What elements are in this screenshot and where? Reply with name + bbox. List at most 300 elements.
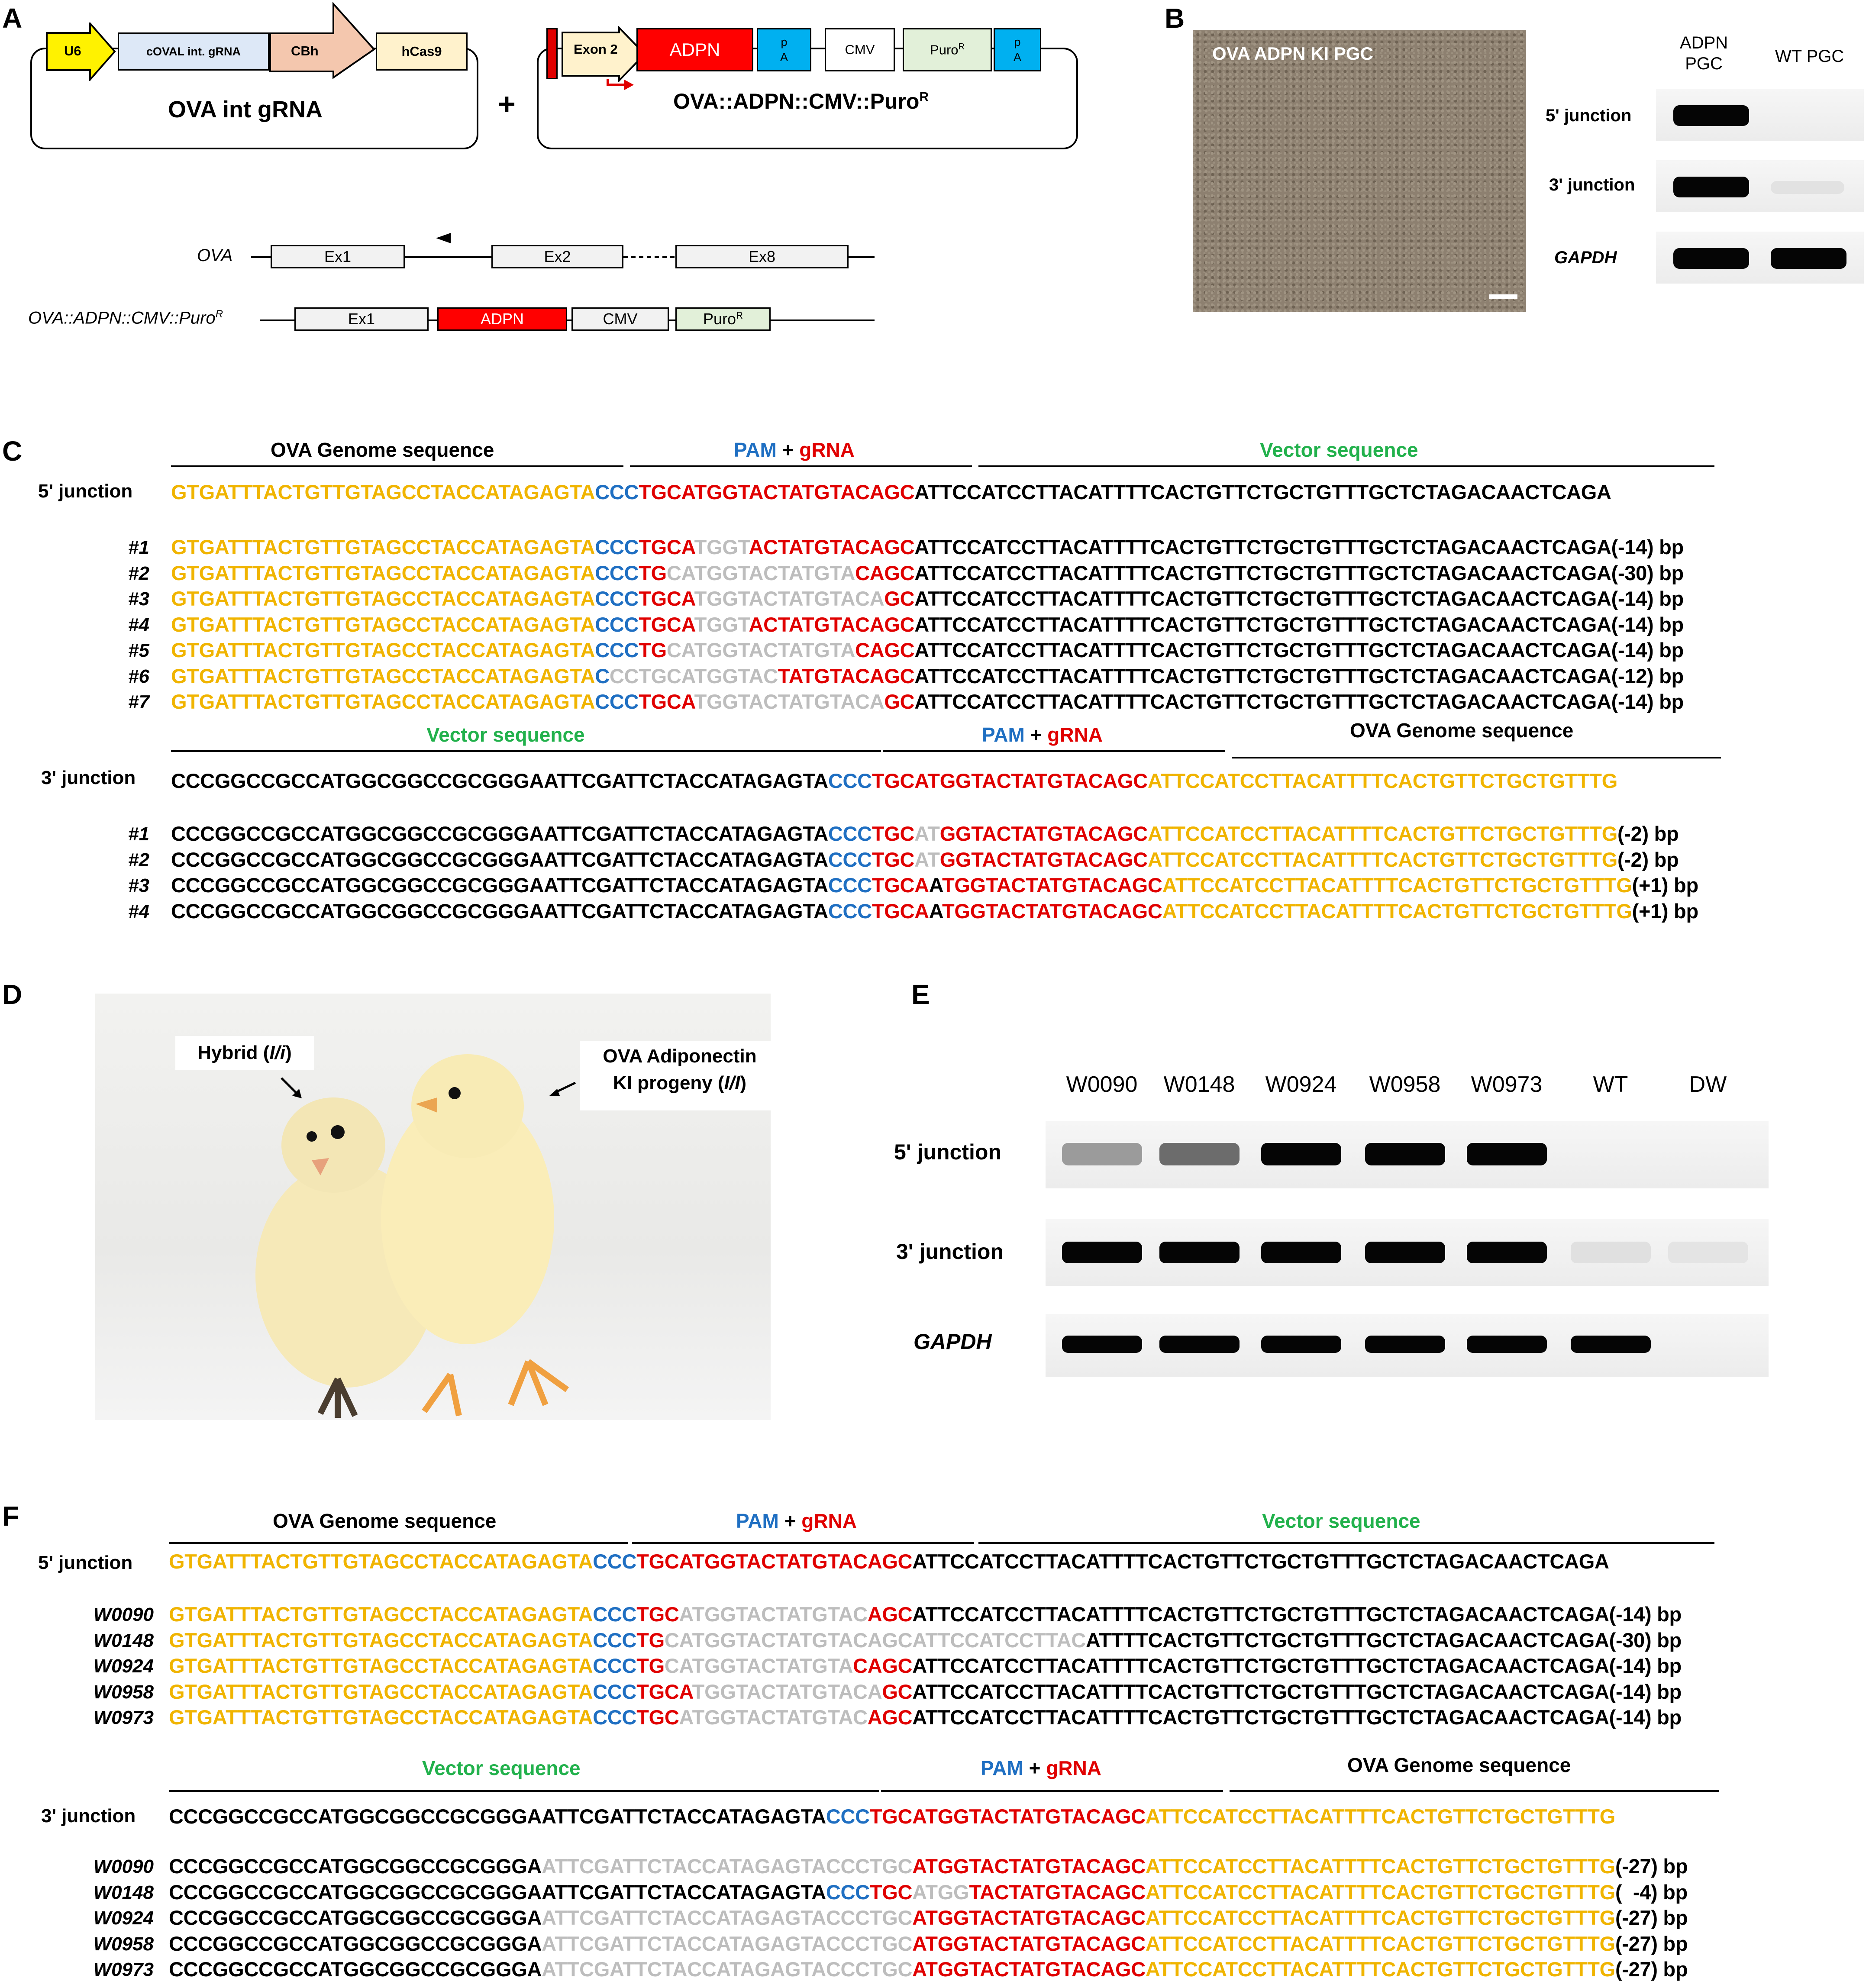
clone-id: #1 bbox=[128, 823, 149, 845]
ki-label-2: KI progeny (I/I) bbox=[613, 1072, 747, 1094]
seq-segment: TGCA bbox=[639, 536, 694, 558]
seq-segment: GGTACTATGTACAGC bbox=[939, 848, 1148, 871]
indel-size: (-27) bp bbox=[1615, 1906, 1688, 1929]
seq-segment: CCCGGCCGCCATGGCGGCCGCGGGA bbox=[169, 1932, 542, 1955]
indel-size: (-14) bp bbox=[1609, 1706, 1682, 1729]
seq-segment: CCCGGCCGCCATGGCGGCCGCGGGAATTCGATTCTACCATAGAGTA bbox=[171, 769, 828, 792]
cmv-label: CMV bbox=[845, 42, 875, 57]
ki-adpn-label: ADPN bbox=[480, 310, 524, 328]
c-3-junction-label: 3' junction bbox=[41, 767, 136, 788]
seq-segment: TGCATGGTACTATGTACAGC bbox=[636, 1550, 913, 1573]
seq-segment: TGCA bbox=[872, 874, 929, 897]
locus-ova-label: OVA bbox=[197, 246, 233, 265]
locus-ki-label: OVA::ADPN::CMV::Puro$^R$ bbox=[28, 308, 223, 328]
seq-segment: CCC bbox=[593, 1550, 637, 1573]
seq-segment: TGCA bbox=[872, 899, 929, 923]
seq-segment: CAGC bbox=[853, 1654, 913, 1677]
seq-segment: CATGGTACTATGTA bbox=[666, 639, 855, 662]
seq-segment: CATGGTACTATGTACAGCATTCCATCCTTAC bbox=[664, 1628, 1086, 1652]
f-hdr3-vector: Vector sequence bbox=[422, 1757, 581, 1779]
f-5-junction-label: 5' junction bbox=[38, 1552, 133, 1573]
seq-segment: A bbox=[929, 899, 942, 923]
seq-segment: TATGTACAGC bbox=[778, 664, 915, 687]
aligned-sequence bbox=[171, 537, 1684, 557]
c-bracket-vector bbox=[978, 465, 1714, 467]
gel-e-lane-label: WT bbox=[1593, 1072, 1628, 1097]
seq-segment: ATTCCATCCTTACATTTTCACTGTTCTGCTGTTTGCTCTAGACAACTCAGA bbox=[912, 1550, 1609, 1573]
puro-label: Puro$^R$ bbox=[930, 42, 965, 58]
c-hdr-ova-genome: OVA Genome sequence bbox=[271, 439, 494, 461]
c-hdr3-pam-grna: PAM + gRNA bbox=[982, 723, 1103, 746]
seq-segment: GC bbox=[884, 690, 915, 713]
seq-segment: GTGATTTACTGTTGTAGCCTACCATAGAGTA bbox=[169, 1550, 593, 1573]
seq-segment: GTGATTTACTGTTGTAGCCTACCATAGAGTA bbox=[171, 561, 595, 584]
indel-size: (+1) bp bbox=[1632, 899, 1698, 923]
seq-segment: CCC bbox=[593, 1654, 637, 1677]
seq-segment: ATTCCATCCTTACATTTTCACTGTTCTGCTGTTTGCTCTAGACAACTCAGA bbox=[914, 664, 1611, 687]
seq-segment: CCCGGCCGCCATGGCGGCCGCGGGAATTCGATTCTACCATAGAGTA bbox=[171, 899, 828, 923]
c-hdr3-ova-genome: OVA Genome sequence bbox=[1350, 719, 1574, 742]
grna-cassette-label: cOVAL int. gRNA bbox=[146, 45, 241, 58]
gel-e-lane-label: DW bbox=[1689, 1072, 1727, 1097]
c-bracket3-pam bbox=[883, 750, 1225, 752]
ki-ex1 bbox=[294, 307, 429, 331]
clone-id: #7 bbox=[128, 691, 149, 713]
clone-id: W0090 bbox=[93, 1856, 154, 1877]
indel-size: (-12) bp bbox=[1611, 664, 1684, 687]
indel-size: (-30) bp bbox=[1611, 561, 1684, 584]
seq-segment: TGCATGGTACTATGTACAGC bbox=[639, 481, 915, 503]
indel-size: (-27) bp bbox=[1615, 1855, 1688, 1878]
seq-segment: GTGATTTACTGTTGTAGCCTACCATAGAGTA bbox=[169, 1706, 593, 1729]
seq-segment: ATTCCATCCTTACATTTTCACTGTTCTGCTGTTTGCTCTAGACAACTCAGA bbox=[914, 613, 1611, 636]
seq-segment: TGC bbox=[869, 1880, 913, 1904]
pa-label-1: p A bbox=[780, 35, 788, 64]
seq-segment: TGCA bbox=[639, 587, 694, 610]
seq-segment: ATTCCATCCTTACATTTTCACTGTTCTGCTGTTTGCTCTAGACAACTCAGA bbox=[912, 1680, 1609, 1703]
ki-callout bbox=[580, 1041, 779, 1110]
seq-segment: GTGATTTACTGTTGTAGCCTACCATAGAGTA bbox=[171, 690, 595, 713]
seq-segment: GTGATTTACTGTTGTAGCCTACCATAGAGTA bbox=[169, 1680, 593, 1703]
gel-e-band bbox=[1668, 1242, 1748, 1263]
seq-segment: ATTCCATCCTTACATTTTCACTGTTCTGCTGTTTGCTCTAGACAACTCAGA bbox=[914, 536, 1611, 558]
aligned-sequence bbox=[169, 1656, 1682, 1676]
seq-segment: TGC bbox=[872, 822, 915, 845]
seq-segment: TGGTACTATGTACAGC bbox=[942, 874, 1162, 897]
scale-bar bbox=[1489, 294, 1517, 299]
aligned-sequence bbox=[169, 1856, 1688, 1876]
gel-col-adpn-pgc: ADPN PGC bbox=[1680, 33, 1728, 73]
ki-cmv-label: CMV bbox=[603, 310, 638, 328]
clone-id: W0958 bbox=[93, 1933, 154, 1955]
ova-ex1-label: Ex1 bbox=[324, 248, 352, 265]
puro-cassette bbox=[903, 28, 992, 71]
gel-e-band bbox=[1062, 1336, 1142, 1353]
clone-id: #5 bbox=[128, 640, 149, 661]
seq-segment: CCC bbox=[593, 1628, 637, 1652]
seq-segment: GTGATTTACTGTTGTAGCCTACCATAGAGTA bbox=[171, 481, 595, 503]
seq-segment: ATTCGATTCTACCATAGAGTACCCTGC bbox=[542, 1855, 913, 1878]
seq-segment: CCC bbox=[828, 848, 872, 871]
seq-segment: ATTCCATCCTTACATTTTCACTGTTCTGCTGTTTG bbox=[1162, 899, 1632, 923]
adpn-label: ADPN bbox=[669, 39, 720, 60]
gel-b-band bbox=[1673, 177, 1749, 197]
f-3-ref-seq bbox=[169, 1806, 1615, 1827]
seq-segment: GTGATTTACTGTTGTAGCCTACCATAGAGTA bbox=[171, 639, 595, 662]
indel-size: (-14) bp bbox=[1611, 639, 1684, 662]
locus-ova-gap bbox=[623, 256, 675, 258]
indel-size: (+1) bp bbox=[1632, 874, 1698, 897]
panel-label-f: F bbox=[2, 1501, 19, 1532]
seq-segment: ATTCCATCCTTACATTTTCACTGTTCTGCTGTTTGCTCTAGACAACTCAGA bbox=[914, 561, 1611, 584]
ki-adpn bbox=[437, 307, 567, 331]
seq-segment: CATGGTACTATGTA bbox=[666, 561, 855, 584]
seq-segment: ATTTTCACTGTTCTGCTGTTTGCTCTAGACAACTCAGA bbox=[1086, 1628, 1609, 1652]
gel-b-row-3: 3' junction bbox=[1549, 175, 1635, 194]
hybrid-label: Hybrid (I/i) bbox=[197, 1042, 292, 1063]
ova-ex1 bbox=[271, 245, 405, 268]
c-5-junction-label: 5' junction bbox=[38, 481, 133, 502]
aligned-sequence bbox=[169, 1707, 1682, 1727]
indel-size: (-14) bp bbox=[1611, 587, 1684, 610]
hybrid-callout bbox=[175, 1036, 314, 1070]
cbh-arrow bbox=[268, 2, 377, 80]
seq-segment: ATTCCATCCTTACATTTTCACTGTTCTGCTGTTTGCTCTAGACAACTCAGA bbox=[912, 1706, 1609, 1729]
indel-size: (-14) bp bbox=[1609, 1680, 1682, 1703]
seq-segment: CCCGGCCGCCATGGCGGCCGCGGGAATTCGATTCTACCATAGAGTA bbox=[169, 1880, 826, 1904]
aligned-sequence bbox=[171, 563, 1684, 583]
seq-segment: TGGTACTATGTACA bbox=[692, 1680, 882, 1703]
gel-b-row-5: 5' junction bbox=[1546, 106, 1632, 125]
gel-e-lane-label: W0958 bbox=[1369, 1072, 1441, 1097]
indel-size: (-27) bp bbox=[1615, 1932, 1688, 1955]
f-bracket-genome bbox=[169, 1542, 628, 1544]
seq-segment: ATTCCATCCTTACATTTTCACTGTTCTGCTGTTTG bbox=[1145, 1958, 1615, 1981]
seq-segment: ATGG bbox=[912, 1880, 969, 1904]
seq-segment: GTGATTTACTGTTGTAGCCTACCATAGAGTA bbox=[169, 1603, 593, 1626]
hcas9-label: hCas9 bbox=[401, 44, 442, 59]
seq-segment: TGCATGGTACTATGTACAGC bbox=[872, 769, 1148, 792]
seq-segment: CCCGGCCGCCATGGCGGCCGCGGGA bbox=[169, 1906, 542, 1929]
seq-segment: ATGGTACTATGTACAGC bbox=[912, 1855, 1146, 1878]
seq-segment: CCC bbox=[595, 481, 639, 503]
seq-segment: CCC bbox=[828, 822, 872, 845]
gel-e-band bbox=[1062, 1143, 1142, 1165]
seq-segment: CCCGGCCGCCATGGCGGCCGCGGGA bbox=[169, 1855, 542, 1878]
panel-label-e: E bbox=[911, 979, 930, 1010]
clone-id: #3 bbox=[128, 875, 149, 896]
seq-segment: ATTCCATCCTTACATTTTCACTGTTCTGCTGTTTG bbox=[1147, 848, 1617, 871]
seq-segment: CAGC bbox=[855, 639, 915, 662]
c-bracket3-genome bbox=[1232, 757, 1721, 758]
aligned-sequence bbox=[169, 1630, 1682, 1650]
gel-col-wt-pgc: WT PGC bbox=[1775, 47, 1844, 66]
seq-segment: CCC bbox=[595, 561, 639, 584]
ova-ex8-label: Ex8 bbox=[748, 248, 776, 265]
f-5-ref-seq bbox=[169, 1551, 1609, 1572]
gel-e-band bbox=[1365, 1242, 1445, 1263]
seq-segment: ATGGTACTATGTAC bbox=[679, 1706, 868, 1729]
gel-e-band bbox=[1365, 1336, 1445, 1353]
aligned-sequence bbox=[171, 849, 1679, 870]
seq-segment: ATTCCATCCTTACATTTTCACTGTTCTGCTGTTTG bbox=[1145, 1906, 1615, 1929]
ki-label-1: OVA Adiponectin bbox=[603, 1046, 757, 1067]
plasmid1-name: OVA int gRNA bbox=[168, 97, 323, 123]
seq-segment: CCTGCATGGTAC bbox=[609, 664, 778, 687]
pgc-photo-label: OVA ADPN KI PGC bbox=[1212, 43, 1373, 64]
seq-segment: TACTATGTACAGC bbox=[969, 1880, 1146, 1904]
gel-b-band bbox=[1673, 105, 1749, 126]
indel-size: (-14) bp bbox=[1611, 536, 1684, 558]
aligned-sequence bbox=[171, 691, 1684, 712]
clone-id: W0973 bbox=[93, 1959, 154, 1980]
seq-segment: CCCGGCCGCCATGGCGGCCGCGGGAATTCGATTCTACCATAGAGTA bbox=[171, 874, 828, 897]
seq-segment: C bbox=[595, 664, 610, 687]
seq-segment: ATTCCATCCTTACATTTTCACTGTTCTGCTGTTTGCTCTAGACAACTCAGA bbox=[914, 587, 1611, 610]
ova-ex2-label: Ex2 bbox=[544, 248, 571, 265]
seq-segment: GTGATTTACTGTTGTAGCCTACCATAGAGTA bbox=[169, 1654, 593, 1677]
seq-segment: CCC bbox=[595, 639, 639, 662]
clone-id: W0148 bbox=[93, 1630, 154, 1651]
clone-id: W0958 bbox=[93, 1681, 154, 1703]
ki-arrow-icon bbox=[548, 1080, 578, 1097]
f-bracket3-pam bbox=[881, 1790, 1223, 1792]
seq-segment: ATGGTACTATGTACAGC bbox=[912, 1958, 1146, 1981]
seq-segment: CCC bbox=[828, 769, 872, 792]
gel-e-band bbox=[1159, 1143, 1240, 1165]
c-bracket-genome bbox=[171, 465, 623, 467]
gel-b-band-faint bbox=[1771, 181, 1844, 194]
gel-e-band bbox=[1571, 1336, 1651, 1353]
seq-segment: ATTCCATCCTTACATTTTCACTGTTCTGCTGTTTGCTCTAGACAACTCAGA bbox=[914, 481, 1611, 503]
seq-segment: ATTCCATCCTTACATTTTCACTGTTCTGCTGTTTG bbox=[1145, 1855, 1615, 1878]
seq-segment: TGC bbox=[872, 848, 915, 871]
gel-e-band bbox=[1261, 1242, 1341, 1263]
seq-segment: AT bbox=[914, 848, 940, 871]
panel-label-c: C bbox=[2, 436, 23, 467]
seq-segment: CCC bbox=[593, 1680, 637, 1703]
u6-label: U6 bbox=[64, 43, 81, 58]
exon2-label: Exon 2 bbox=[574, 42, 618, 57]
panel-label-b: B bbox=[1165, 3, 1185, 34]
seq-segment: TGC bbox=[636, 1706, 679, 1729]
seq-segment: GC bbox=[884, 587, 915, 610]
gel-e-lane-label: W0090 bbox=[1066, 1072, 1138, 1097]
f-hdr-vector: Vector sequence bbox=[1262, 1510, 1420, 1532]
ova-ex2 bbox=[491, 245, 623, 268]
adpn-cassette bbox=[636, 28, 753, 71]
clone-id: #2 bbox=[128, 562, 149, 584]
c-hdr3-vector: Vector sequence bbox=[426, 723, 585, 746]
c-bracket-pam bbox=[630, 465, 972, 467]
gel-e-band bbox=[1365, 1143, 1445, 1165]
gel-b-band bbox=[1771, 248, 1846, 269]
seq-segment: ATGGTACTATGTACAGC bbox=[912, 1906, 1146, 1929]
f-hdr3-ova-genome: OVA Genome sequence bbox=[1347, 1754, 1571, 1776]
seq-segment: GGTACTATGTACAGC bbox=[939, 822, 1148, 845]
ki-puro bbox=[675, 307, 771, 331]
seq-segment: TG bbox=[636, 1654, 665, 1677]
clone-id: #6 bbox=[128, 665, 149, 687]
gel-e-band bbox=[1467, 1336, 1547, 1353]
aligned-sequence bbox=[171, 640, 1684, 660]
f-hdr-pam-grna: PAM + gRNA bbox=[736, 1510, 857, 1532]
seq-segment: CCC bbox=[593, 1603, 637, 1626]
seq-segment: AGC bbox=[867, 1603, 913, 1626]
c-hdr-vector: Vector sequence bbox=[1260, 439, 1418, 461]
seq-segment: TGCATGGTACTATGTACAGC bbox=[869, 1805, 1146, 1828]
aligned-sequence bbox=[169, 1681, 1682, 1702]
cbh-label: CBh bbox=[291, 43, 319, 58]
seq-segment: TG bbox=[639, 561, 667, 584]
seq-segment: ATTCGATTCTACCATAGAGTACCCTGC bbox=[542, 1958, 913, 1981]
grna-site-arrow-icon bbox=[435, 232, 452, 245]
seq-segment: ATTCGATTCTACCATAGAGTACCCTGC bbox=[542, 1932, 913, 1955]
aligned-sequence bbox=[169, 1959, 1688, 1979]
clone-id: #2 bbox=[128, 849, 149, 871]
c-hdr-pam-grna: PAM + gRNA bbox=[734, 439, 855, 461]
seq-segment: GTGATTTACTGTTGTAGCCTACCATAGAGTA bbox=[171, 587, 595, 610]
seq-segment: GTGATTTACTGTTGTAGCCTACCATAGAGTA bbox=[171, 536, 595, 558]
ki-ex1-label: Ex1 bbox=[348, 310, 375, 328]
c-3-ref-seq bbox=[171, 771, 1617, 791]
seq-segment: CCCGGCCGCCATGGCGGCCGCGGGA bbox=[169, 1958, 542, 1981]
seq-segment: TGCA bbox=[636, 1680, 692, 1703]
seq-segment: ATTCGATTCTACCATAGAGTACCCTGC bbox=[542, 1906, 913, 1929]
seq-segment: GTGATTTACTGTTGTAGCCTACCATAGAGTA bbox=[169, 1628, 593, 1652]
seq-segment: CATGGTACTATGTA bbox=[664, 1654, 853, 1677]
seq-segment: ACTATGTACAGC bbox=[749, 536, 915, 558]
seq-segment: TGGTACTATGTACAGC bbox=[942, 899, 1162, 923]
f-bracket3-vector bbox=[169, 1790, 879, 1792]
seq-segment: CCCGGCCGCCATGGCGGCCGCGGGAATTCGATTCTACCATAGAGTA bbox=[169, 1805, 826, 1828]
primer-arrow-icon bbox=[606, 74, 636, 92]
seq-segment: ATTCCATCCTTACATTTTCACTGTTCTGCTGTTTG bbox=[1162, 874, 1632, 897]
seq-segment: GC bbox=[882, 1680, 913, 1703]
ova-ex8 bbox=[675, 245, 849, 268]
indel-size: (-30) bp bbox=[1609, 1628, 1682, 1652]
aligned-sequence bbox=[169, 1933, 1688, 1954]
f-bracket-pam bbox=[632, 1542, 974, 1544]
clone-id: W0924 bbox=[93, 1656, 154, 1677]
seq-segment: CAGC bbox=[855, 561, 915, 584]
aligned-sequence bbox=[171, 666, 1684, 686]
seq-segment: CCCGGCCGCCATGGCGGCCGCGGGAATTCGATTCTACCATAGAGTA bbox=[171, 848, 828, 871]
ki-cmv bbox=[571, 307, 669, 331]
indel-size: (-2) bp bbox=[1617, 848, 1679, 871]
gel-e-band bbox=[1062, 1242, 1142, 1263]
gel-e-lane-label: W0924 bbox=[1265, 1072, 1337, 1097]
f-3-junction-label: 3' junction bbox=[41, 1805, 136, 1827]
seq-segment: CCC bbox=[593, 1706, 637, 1729]
seq-segment: TGGT bbox=[694, 536, 749, 558]
f-bracket-vector bbox=[978, 1542, 1714, 1544]
seq-segment: AGC bbox=[867, 1706, 913, 1729]
seq-segment: TGC bbox=[636, 1603, 679, 1626]
aligned-sequence bbox=[171, 875, 1698, 895]
seq-segment: CCC bbox=[595, 690, 639, 713]
panel-label-a: A bbox=[2, 3, 23, 34]
seq-segment: ATTCCATCCTTACATTTTCACTGTTCTGCTGTTTG bbox=[1145, 1880, 1615, 1904]
seq-segment: CCC bbox=[828, 874, 872, 897]
aligned-sequence bbox=[169, 1604, 1682, 1624]
f-hdr3-pam-grna: PAM + gRNA bbox=[981, 1757, 1102, 1779]
seq-segment: ATTCCATCCTTACATTTTCACTGTTCTGCTGTTTG bbox=[1147, 769, 1617, 792]
gel-e-band bbox=[1261, 1336, 1341, 1353]
clone-id: #4 bbox=[128, 614, 149, 636]
gel-b-band bbox=[1673, 248, 1749, 269]
seq-segment: CCC bbox=[595, 613, 639, 636]
seq-segment: TG bbox=[639, 639, 667, 662]
gel-e-lane-label: W0148 bbox=[1163, 1072, 1235, 1097]
aligned-sequence bbox=[169, 1882, 1688, 1902]
ki-puro-label: Puro$^R$ bbox=[703, 310, 743, 328]
seq-segment: TGGTACTATGTACA bbox=[694, 690, 884, 713]
seq-segment: ATTCCATCCTTACATTTTCACTGTTCTGCTGTTTGCTCTAGACAACTCAGA bbox=[914, 690, 1611, 713]
clone-id: #4 bbox=[128, 900, 149, 922]
seq-segment: GTGATTTACTGTTGTAGCCTACCATAGAGTA bbox=[171, 613, 595, 636]
indel-size: (-14) bp bbox=[1611, 690, 1684, 713]
seq-segment: ATTCCATCCTTACATTTTCACTGTTCTGCTGTTTG bbox=[1147, 822, 1617, 845]
indel-size: (-14) bp bbox=[1609, 1603, 1682, 1626]
clone-id: #3 bbox=[128, 588, 149, 610]
seq-segment: TG bbox=[636, 1628, 665, 1652]
gel-e-row-5: 5' junction bbox=[894, 1140, 1001, 1164]
seq-segment: CCC bbox=[595, 536, 639, 558]
c-bracket3-vector bbox=[171, 750, 881, 752]
seq-segment: ATTCCATCCTTACATTTTCACTGTTCTGCTGTTTG bbox=[1145, 1932, 1615, 1955]
indel-size: (-27) bp bbox=[1615, 1958, 1688, 1981]
seq-segment: ATTCCATCCTTACATTTTCACTGTTCTGCTGTTTGCTCTAGACAACTCAGA bbox=[912, 1654, 1609, 1677]
indel-size: ( -4) bp bbox=[1615, 1880, 1688, 1904]
seq-segment: ATTCCATCCTTACATTTTCACTGTTCTGCTGTTTG bbox=[1145, 1805, 1615, 1828]
indel-size: (-14) bp bbox=[1609, 1654, 1682, 1677]
gel-e-lane-label: W0973 bbox=[1471, 1072, 1543, 1097]
clone-id: W0148 bbox=[93, 1882, 154, 1903]
gel-e-band bbox=[1467, 1143, 1547, 1165]
seq-segment: CCC bbox=[595, 587, 639, 610]
pa-signal-2 bbox=[994, 28, 1041, 71]
plus-sign: + bbox=[498, 87, 516, 121]
clone-id: W0973 bbox=[93, 1707, 154, 1728]
clone-id: #1 bbox=[128, 537, 149, 558]
seq-segment: ATTCCATCCTTACATTTTCACTGTTCTGCTGTTTGCTCTAGACAACTCAGA bbox=[914, 639, 1611, 662]
seq-segment: ATGGTACTATGTACAGC bbox=[912, 1932, 1146, 1955]
seq-segment: CCC bbox=[828, 899, 872, 923]
hcas9-cassette bbox=[376, 32, 468, 71]
seq-segment: ACTATGTACAGC bbox=[749, 613, 915, 636]
c-5-ref-seq bbox=[171, 482, 1611, 502]
seq-segment: TGCA bbox=[639, 613, 694, 636]
f-hdr-ova-genome: OVA Genome sequence bbox=[273, 1510, 497, 1532]
gel-e-band bbox=[1159, 1336, 1240, 1353]
gel-e-band bbox=[1571, 1242, 1651, 1263]
f-bracket3-genome bbox=[1230, 1790, 1719, 1792]
seq-segment: TGGT bbox=[694, 613, 749, 636]
seq-segment: CCCGGCCGCCATGGCGGCCGCGGGAATTCGATTCTACCATAGAGTA bbox=[171, 822, 828, 845]
panel-label-d: D bbox=[2, 979, 23, 1010]
seq-segment: ATGGTACTATGTAC bbox=[679, 1603, 868, 1626]
gel-e-band bbox=[1467, 1242, 1547, 1263]
aligned-sequence bbox=[171, 901, 1698, 921]
pa-signal-1 bbox=[757, 28, 811, 71]
pa-label-2: p A bbox=[1013, 35, 1021, 64]
seq-segment: TGCA bbox=[639, 690, 694, 713]
seq-segment: A bbox=[929, 874, 942, 897]
aligned-sequence bbox=[171, 614, 1684, 635]
homology-arm bbox=[546, 28, 558, 79]
seq-segment: CCC bbox=[826, 1880, 870, 1904]
